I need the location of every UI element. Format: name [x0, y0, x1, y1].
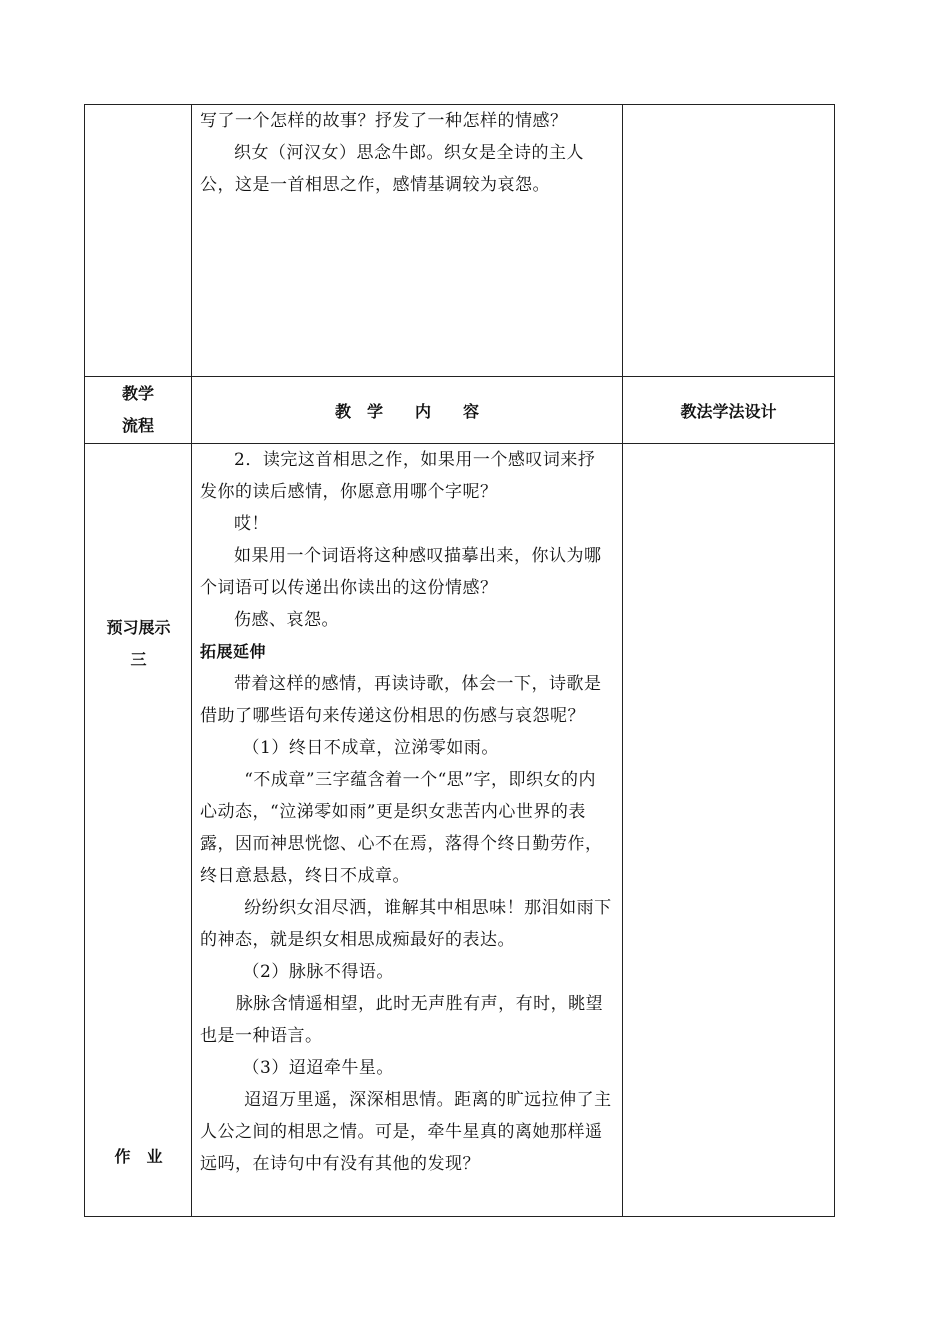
top-row	[85, 105, 835, 377]
paragraph-9: （2）脉脉不得语。	[242, 962, 394, 982]
paragraph-4: 伤感、哀怨。	[234, 610, 339, 630]
paragraph-12: 迢迢万里遥，深深相思情。距离的旷远拉伸了主人公之间的相思之情。可是，牵牛星真的离她那样遥远吗，在诗句中有没有其他的发现？	[200, 1090, 612, 1174]
lesson-plan-table	[84, 104, 835, 1217]
paragraph-8: 纷纷织女泪尽洒，谁解其中相思味！那泪如雨下的神态，就是织女相思成痴最好的表达。	[200, 898, 612, 950]
homework-label: 作 业	[114, 1147, 163, 1166]
header-row	[85, 377, 835, 444]
side-label-cell	[85, 444, 192, 1217]
top-content-cell	[192, 105, 623, 377]
main-content-cell	[192, 444, 623, 1217]
header-method-label: 教法学法设计	[680, 401, 777, 421]
top-line-1: 写了一个怎样的故事？抒发了一种怎样的情感？	[200, 111, 568, 131]
section-label-line-1: 预习展示	[106, 618, 171, 637]
paragraph-2: 哎！	[234, 514, 269, 534]
top-right-cell	[623, 105, 835, 377]
top-line-2: 织女（河汉女）思念牛郎。织女是全诗的主人公，这是一首相思之作，感情基调较为哀怨。	[200, 143, 584, 195]
paragraph-11: （3）迢迢牵牛星。	[242, 1058, 394, 1078]
header-content-label: 教 学 内 容	[334, 401, 479, 421]
paragraph-5: 带着这样的感情，再读诗歌，体会一下，诗歌是借助了哪些语句来传递这份相思的伤感与哀怨呢？	[200, 674, 602, 726]
header-process-line-2: 流程	[121, 416, 154, 435]
header-process-line-1: 教学	[121, 384, 154, 403]
paragraph-7: “不成章”三字蕴含着一个“思”字，即织女的内心动态，“泣涕零如雨”更是织女悲苦内心世界的表露，因而神思恍惚、心不在焉，落得个终日勤劳作，终日意悬悬，终日不成章。	[200, 770, 603, 886]
paragraph-1: 2．读完这首相思之作，如果用一个感叹词来抒发你的读后感情，你愿意用哪个字呢？	[200, 450, 596, 502]
extension-heading: 拓展延伸	[200, 642, 267, 661]
main-row	[85, 444, 835, 1217]
section-label-line-2: 三	[130, 650, 147, 669]
paragraph-3: 如果用一个词语将这种感叹描摹出来，你认为哪个词语可以传递出你读出的这份情感？	[200, 546, 602, 598]
section-label	[85, 612, 192, 676]
top-left-cell	[85, 105, 192, 377]
header-method	[623, 377, 835, 444]
header-content	[192, 377, 623, 444]
main-method-cell	[623, 444, 835, 1217]
paragraph-6: （1）终日不成章，泣涕零如雨。	[242, 738, 499, 758]
header-process	[85, 377, 192, 444]
paragraph-10: 脉脉含情遥相望，此时无声胜有声，有时，眺望也是一种语言。	[200, 994, 604, 1046]
